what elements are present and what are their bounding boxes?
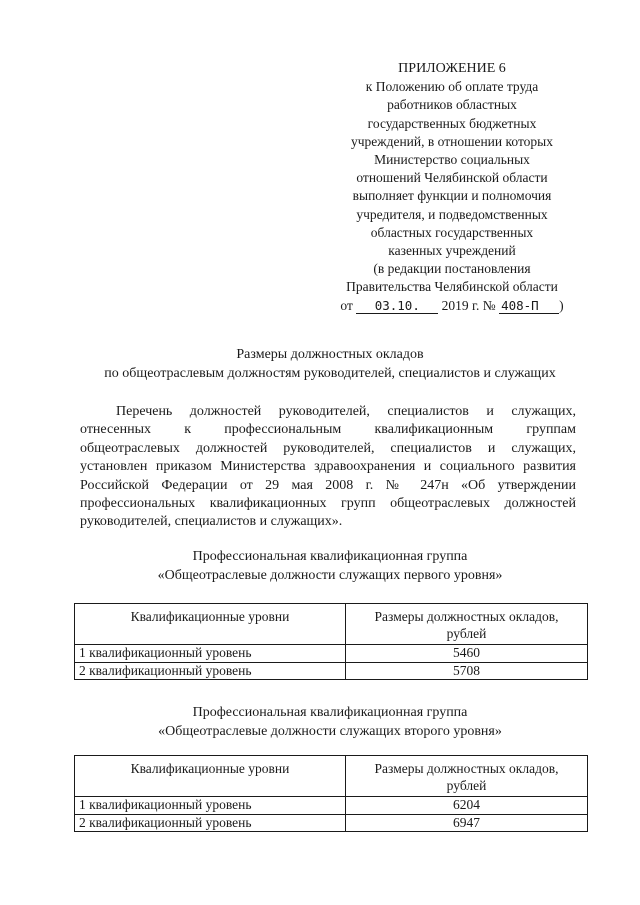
paragraph-line: Перечень должностей руководителей, специалистов и служащих,: [116, 404, 576, 419]
salary-table-2: [74, 755, 588, 832]
qualification-level: 2 квалификационный уровень: [75, 662, 346, 680]
table-header-row: [75, 756, 588, 797]
body-paragraph: [80, 403, 576, 532]
appendix-line: учреждений, в отношении которых: [350, 133, 553, 149]
paragraph-line: установлен приказом Министерства здравоохранения и социального развития: [80, 459, 576, 475]
appendix-line: государственных бюджетных: [367, 115, 537, 131]
signature-year: 2019 г. №: [441, 297, 496, 313]
salary-value: 5708: [346, 662, 588, 680]
paragraph-line: руководителей, специалистов и служащих».: [80, 514, 343, 530]
table-row: [75, 814, 588, 832]
column-header-salary-line-1: Размеры должностных окладов,: [374, 609, 559, 624]
appendix-title: ПРИЛОЖЕНИЕ 6: [398, 61, 506, 76]
table-row: [75, 662, 588, 680]
signature-date: 03.10.: [356, 298, 438, 314]
column-header-salary-line-2: рублей: [446, 625, 487, 641]
salary-value: 6204: [346, 797, 588, 815]
appendix-line: казенных учреждений: [388, 243, 516, 259]
column-header-salary-line-2: рублей: [446, 777, 487, 793]
appendix-line: работников областных: [387, 97, 517, 113]
appendix-line: Правительства Челябинской области: [346, 279, 558, 295]
heading-line-2: по общеотраслевым должностям руководителей, специалистов и служащих: [104, 366, 556, 381]
table-row: [75, 797, 588, 815]
paragraph-line: профессиональных квалификационных групп общеотраслевых должностей: [80, 496, 576, 512]
group-title-2: [60, 703, 600, 741]
appendix-line: (в редакции постановления: [373, 261, 531, 277]
qualification-level: 1 квалификационный уровень: [75, 645, 346, 663]
appendix-block: [318, 60, 586, 315]
column-header-salary-line-1: Размеры должностных окладов,: [374, 761, 559, 776]
appendix-line: Министерство социальных: [374, 152, 530, 168]
column-header-levels: Квалификационные уровни: [75, 604, 346, 645]
appendix-line: областных государственных: [370, 224, 534, 240]
appendix-line: выполняет функции и полномочия: [352, 188, 552, 204]
paragraph-line: общеотраслевых должностей руководителей, специалистов и служащих,: [80, 440, 576, 456]
appendix-line: к Положению об оплате труда: [365, 79, 539, 95]
signature-prefix: от: [340, 297, 353, 313]
salary-value: 5460: [346, 645, 588, 663]
paragraph-line: отнесенных к профессиональным квалификационным группам: [80, 422, 576, 438]
group-title-1: [60, 547, 600, 585]
signature-suffix: ): [559, 297, 564, 313]
qualification-level: 2 квалификационный уровень: [75, 814, 346, 832]
salary-value: 6947: [346, 814, 588, 832]
salary-table-1: [74, 603, 588, 680]
heading-line-1: Размеры должностных окладов: [236, 347, 424, 362]
column-header-salary: [346, 604, 588, 645]
group-title-line-1: Профессиональная квалификационная группа: [192, 705, 468, 720]
qualification-level: 1 квалификационный уровень: [75, 797, 346, 815]
table-header-row: [75, 604, 588, 645]
appendix-line: отношений Челябинской области: [356, 170, 548, 186]
appendix-line: учредителя, и подведомственных: [356, 206, 548, 222]
table-row: [75, 645, 588, 663]
signature-line: [318, 297, 586, 315]
group-title-line-2: «Общеотраслевые должности служащих второго уровня»: [158, 724, 502, 739]
column-header-levels: Квалификационные уровни: [75, 756, 346, 797]
group-title-line-1: Профессиональная квалификационная группа: [192, 549, 468, 564]
column-header-salary: [346, 756, 588, 797]
paragraph-line: Российской Федерации от 29 мая 2008 г. № 247н «Об утверждении: [80, 477, 576, 493]
document-heading: [60, 345, 600, 383]
signature-number: 408-П: [499, 298, 559, 314]
group-title-line-2: «Общеотраслевые должности служащих первого уровня»: [157, 568, 503, 583]
